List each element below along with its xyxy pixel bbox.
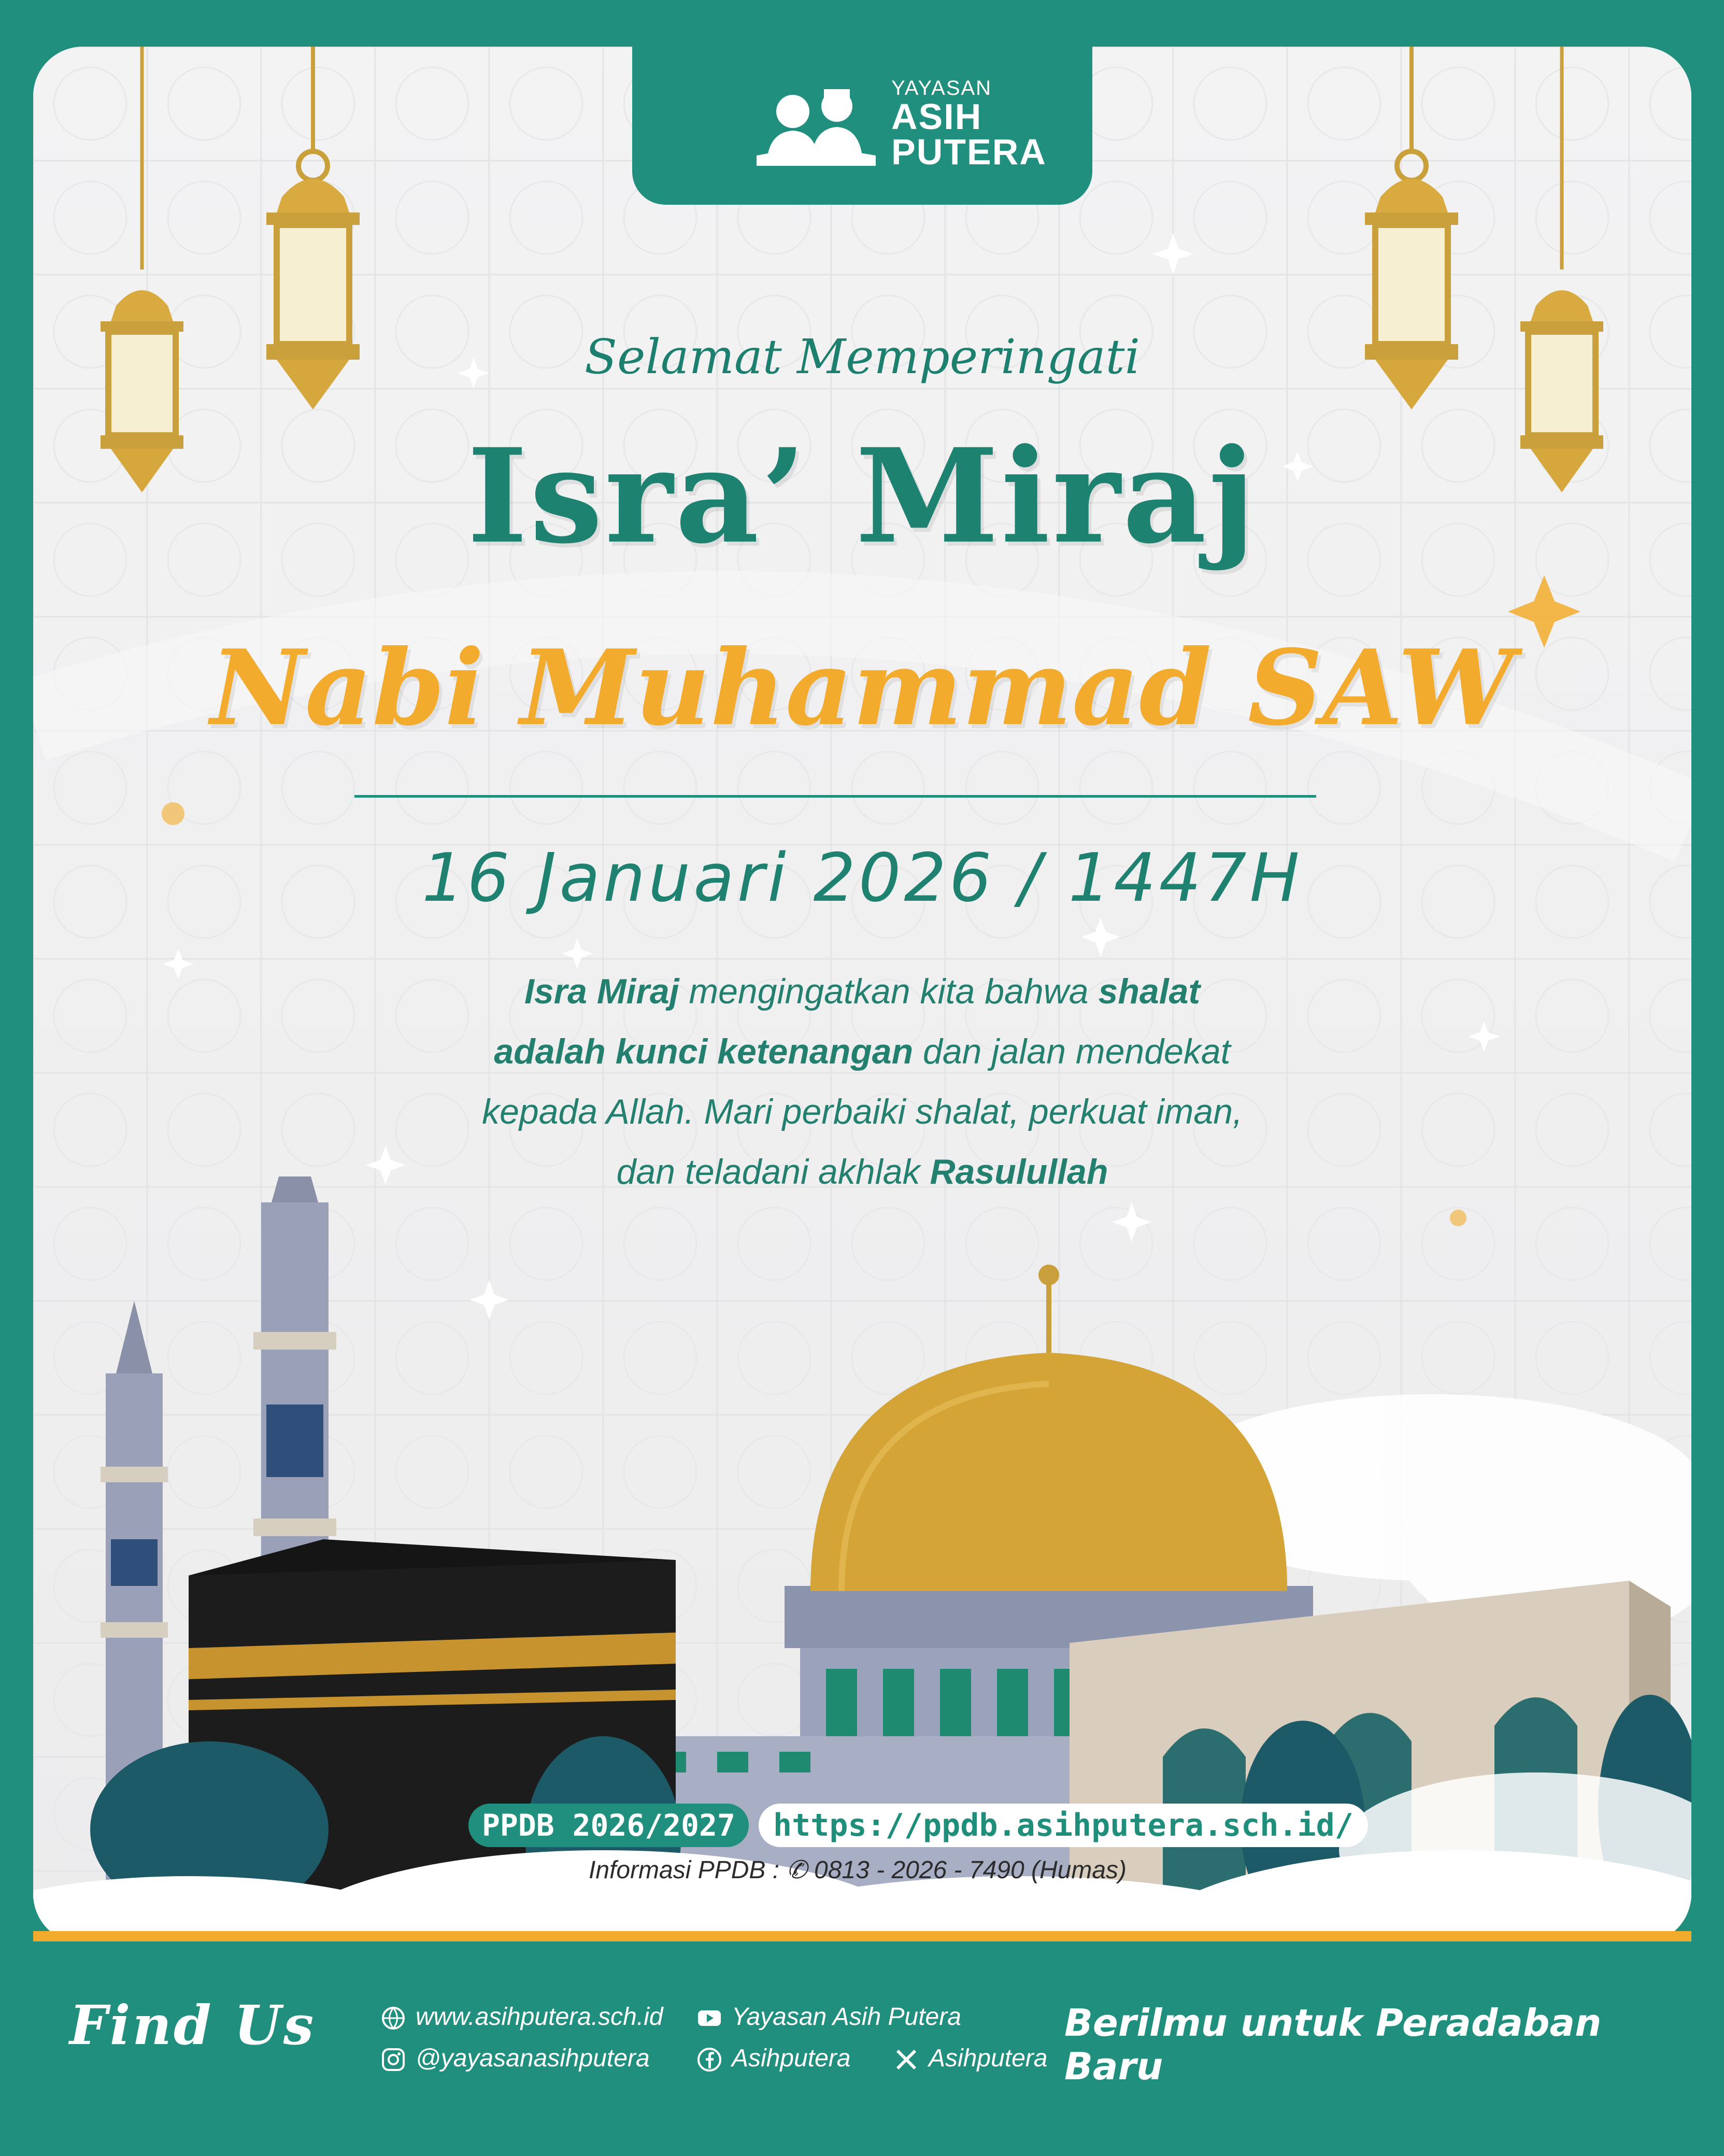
instagram-link[interactable] [380,2044,650,2073]
msg-text-1: mengingatkan kita bahwa [679,972,1099,1011]
x-icon [893,2047,919,2073]
instagram-text: @yayasanasihputera [416,2045,650,2072]
intro-text: Selamat Memperingati [584,329,1141,385]
x-link[interactable] [893,2044,1047,2073]
facebook-text: Asihputera [732,2045,851,2072]
youtube-text: Yayasan Asih Putera [732,2003,961,2031]
msg-text-2: dan jalan mendekat [913,1032,1231,1071]
msg-bold-kunci: adalah kunci ketenangan [494,1032,914,1071]
logo-tab [632,47,1092,205]
msg-bold-rasulullah: Rasulullah [930,1152,1108,1192]
ppdb-row [468,1804,1353,1855]
ppdb-badge: PPDB 2026/2027 [468,1804,749,1847]
yayasan-logo-icon [751,83,881,171]
footer [33,1941,1691,2097]
message-paragraph [292,961,1432,1202]
tagline: Berilmu untuk Peradaban Baru [1064,2001,1602,2088]
facebook-icon [696,2047,722,2073]
msg-bold-isra: Isra Miraj [524,972,679,1011]
logo-text-putera: PUTERA [891,132,1047,172]
subtitle-nabi: Nabi Muhammad SAW [210,627,1515,749]
event-date: 16 Januari 2026 / 1447H [422,840,1303,917]
divider [354,795,1316,798]
globe-icon [380,2005,406,2031]
instagram-icon [380,2047,406,2073]
facebook-link[interactable] [696,2044,850,2073]
ppdb-contact: Informasi PPDB : ✆ 0813 - 2026 - 7490 (Humas) [589,1856,1127,1884]
poster-card [33,47,1691,1944]
youtube-link[interactable] [696,2003,961,2031]
msg-text-4: dan teladani akhlak [616,1152,930,1192]
ppdb-link[interactable]: https://ppdb.asihputera.sch.id/ [759,1804,1368,1847]
msg-text-3: kepada Allah. Mari perbaiki shalat, perkuat iman, [482,1092,1243,1131]
website-link[interactable] [380,2003,663,2031]
website-text: www.asihputera.sch.id [416,2003,663,2031]
logo-text-asih: ASIH [891,96,982,137]
x-text: Asihputera [929,2045,1048,2072]
msg-bold-shalat: shalat [1098,972,1201,1011]
find-us-label: Find Us [69,1993,316,2057]
logo-text-yayasan: YAYASAN [891,77,992,100]
title-isra-miraj: Isra’ Miraj [467,420,1258,572]
youtube-icon [696,2005,722,2031]
gold-divider-bar [33,1931,1691,1941]
